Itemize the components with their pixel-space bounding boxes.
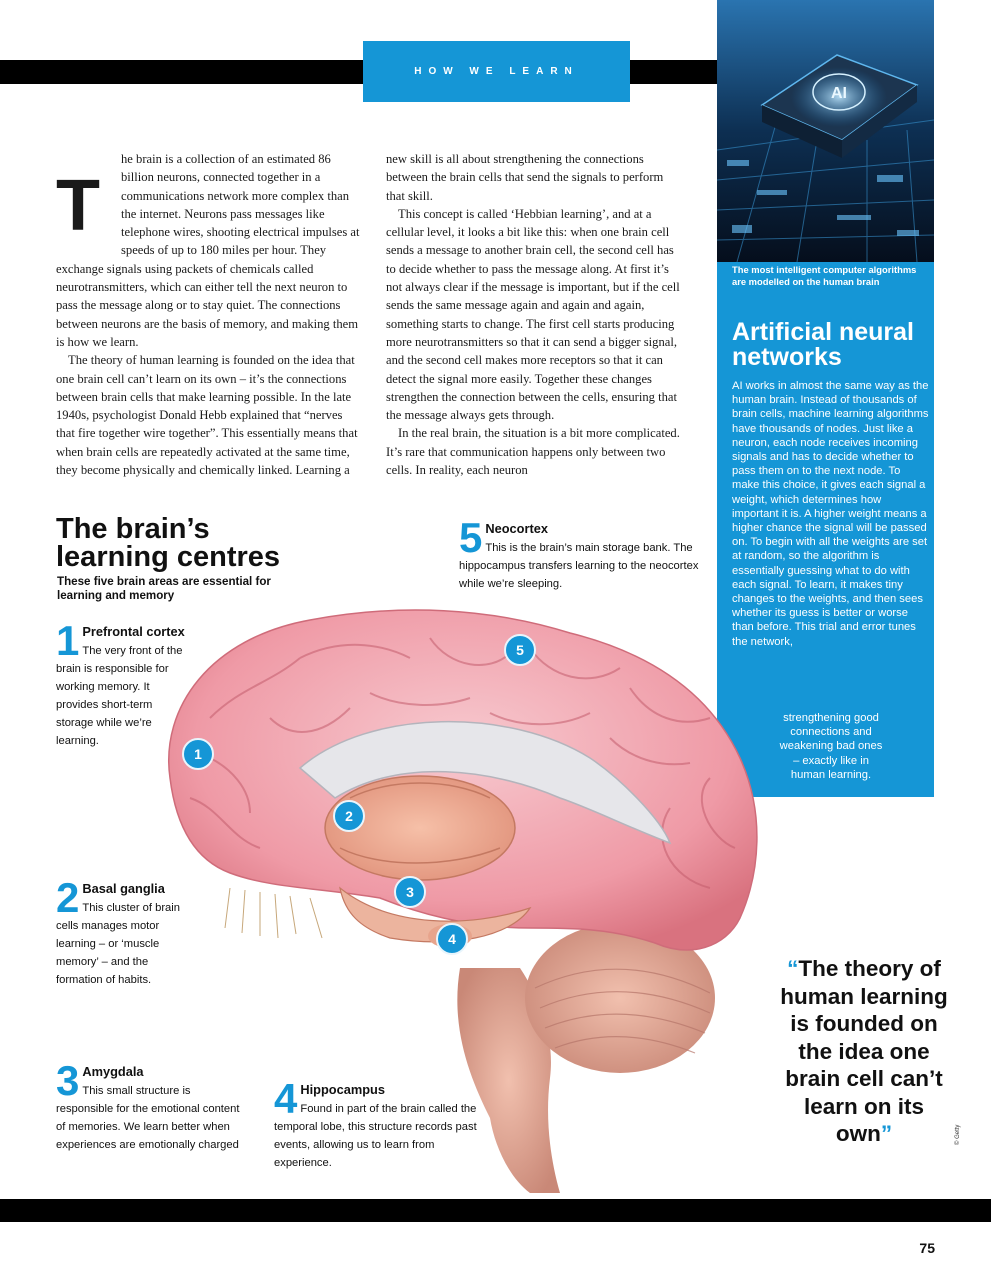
area-number: 2 [56,874,80,921]
area-description: Found in part of the brain called the temporal lobe, this structure records past events, allowing us to learn from experience. [274,1103,477,1169]
area-label-hippocampus [274,1075,489,1172]
area-number: 5 [459,514,483,561]
ai-chip-illustration [717,0,934,262]
sidebar-line: human learning. [790,768,872,781]
sidebar-body: AI works in almost the same way as the human brain. Instead of thousands of brain cells, machine learning algorithms have thousands of nodes. Just like a neuron, each node receives incoming signals and has to decide whether to pass them on to the next node. To make this choice, it gives each signal a weight, which determines how important it is. A higher weight means a higher chance the signal will be passed on. To begin with all the weights are set at random, so the algorithm is essentially guessing what to do with each signal. To learn, it makes tiny changes to the weights, and then sees whether its guess is better or worse than before. This trial and error tunes the network, [732,380,929,648]
quote-close-mark: ” [880,1121,893,1146]
area-name: Basal ganglia [82,881,165,896]
title-line: The brain’s [56,513,210,545]
sidebar-line: connections and [790,726,872,739]
area-number: 1 [56,617,80,664]
bottom-rule [0,1199,991,1222]
area-name: Amygdala [82,1064,144,1079]
title-line: learning centres [56,541,281,573]
area-name: Hippocampus [300,1082,385,1097]
section-label: HOW WE LEARN [414,66,579,77]
article-paragraph: In the real brain, the situation is a bit more complicated. It’s rare that communication happens only between two cells. In reality, each neuron [386,426,680,478]
article-paragraph: he brain is a collection of an estimated 86 billion neurons, connected together in a communications network more complex than the internet. Neurons pass messages like telephone wires, shooting electrical impulses at speeds of up to 180 miles per hour. They exchange signals using packets of chemicals called neurotransmitters, which can either tell the next neuron to pass the message along or to stay quiet. The connections between neurons are the basis of memory, and making them is how we learn. [56,152,360,349]
drop-cap: T [56,166,100,246]
article-column-2 [386,150,682,479]
page-number: 75 [919,1240,935,1256]
photo-credit: © Getty [955,1124,961,1145]
area-marker-5: 5 [504,634,536,666]
area-description: The very front of the brain is responsible for working memory. It provides short-term storage while we’re learning. [56,645,183,747]
article-paragraph: The theory of human learning is founded on the idea that one brain cell can’t learn on its own – it’s the connections between brain cells that make learning possible. In the late 1940s, psychologist Donald Hebb explained that “nerves that fire together wire together”. This essentially means that when brain cells are repeatedly activated at the same time, they become physically and chemically linked. Learning a [56,353,358,478]
area-marker-2: 2 [333,800,365,832]
sidebar-title: Artificial neural networks [732,318,914,371]
area-marker-4: 4 [436,923,468,955]
brain-feature-subtitle: These five brain areas are essential for learning and memory [57,575,271,602]
area-marker-3: 3 [394,876,426,908]
ai-chip-text: AI [831,85,847,102]
sidebar-line: strengthening good [783,712,879,724]
ai-chip-photo [717,0,934,262]
area-name: Prefrontal cortex [82,624,185,639]
area-name: Neocortex [485,521,548,536]
article-paragraph: new skill is all about strengthening the connections between the brain cells that send the signals to perform that skill. [386,152,664,203]
brain-feature-title [56,515,346,571]
area-marker-1: 1 [182,738,214,770]
area-description: This is the brain’s main storage bank. The hippocampus transfers learning to the neocortex while we’re sleeping. [459,542,699,590]
pull-quote [775,955,953,1148]
area-label-prefrontal-cortex [56,617,191,750]
area-label-amygdala [56,1057,241,1154]
sidebar-line: weakening bad ones [779,740,883,753]
article-paragraph: This concept is called ‘Hebbian learning’, and at a cellular level, it looks a bit like this: when one brain cell sends a message to another brain cell, the second cell has to decide whether to pass the message along. At first it’s not always clear if the message is important, but if the cell sends the same message again and again and again, something starts to change. The first cell starts producing more neurotransmitters so that it can send a bigger signal, and the second cell makes more receptors so that it can detect the signal more easily. Together these changes strengthen the connection between the cells, ensuring that the message always gets through. [386,206,680,423]
area-number: 3 [56,1057,80,1104]
section-tab [363,41,630,102]
sidebar-line: – exactly like in [793,754,869,767]
area-description: This small structure is responsible for the emotional content of memories. We learn better when experiences are emotionally charged [56,1085,240,1151]
quote-open-mark: “ [787,956,799,981]
article-column-1 [56,150,362,479]
area-label-neocortex [459,514,699,593]
photo-caption: The most intelligent computer algorithms are modelled on the human brain [732,264,917,287]
area-label-basal-ganglia [56,874,181,989]
area-number: 4 [274,1075,298,1122]
area-description: This cluster of brain cells manages motor learning – or ‘muscle memory’ – and the formation of habits. [56,902,180,986]
quote-text: The theory of human learning is founded on the idea one brain cell can’t learn on its own [780,956,948,1146]
